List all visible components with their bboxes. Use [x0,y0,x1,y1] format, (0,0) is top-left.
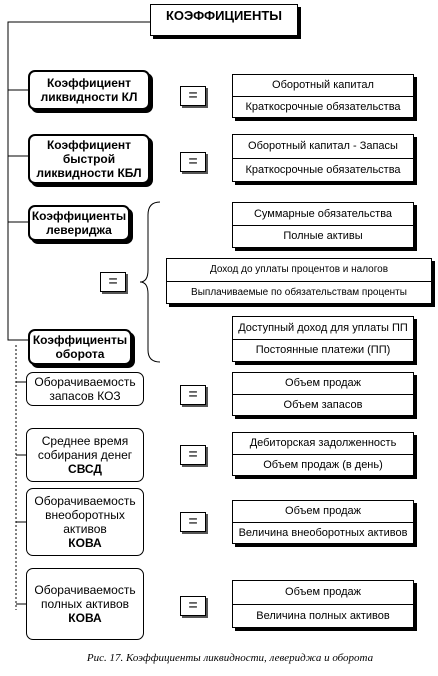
equals-sign-kopa: = [180,596,206,616]
sub-collection-period [26,428,144,482]
fraction-leverage-1-denominator: Полные активы [283,230,363,243]
fraction-leverage-1-numerator: Суммарные обязательства [233,203,413,226]
sub-total-assets-turnover [26,568,144,640]
fraction-kova [232,500,414,544]
leverage-brace [140,202,160,362]
fraction-kbl [232,134,414,182]
fraction-kopa-numerator: Объем продаж [233,581,413,605]
fraction-kl [232,74,414,118]
fraction-kl-denominator: Краткосрочные обязательства [245,100,401,113]
sub-collection-period-abbr: СВСД [68,462,102,476]
fraction-koz [232,372,414,416]
fraction-leverage-2-numerator: Доход до уплаты процентов и налогов [167,259,431,282]
fraction-kova-denominator: Величина внеоборотных активов [238,526,408,539]
sub-noncurrent-assets-turnover [26,488,144,556]
fraction-leverage-3-numerator: Доступный доход для уплаты ПП [233,317,413,340]
sub-collection-period-text: Среднее время собирания денег [37,434,133,462]
equals-sign-svsd: = [180,445,206,465]
equals-sign-koz: = [180,385,206,405]
fraction-kopa-denominator: Величина полных активов [256,609,390,622]
sub-total-assets-text: Оборачиваемость полных активов [34,583,136,611]
group-turnover-ratios: Коэффициенты оборота [28,329,132,365]
equals-sign-kl: = [180,86,206,106]
fraction-svsd-denominator: Объем продаж (в день) [263,458,383,471]
sub-noncurrent-assets-abbr: КОВА [68,536,102,550]
fraction-kopa [232,580,414,628]
fraction-kl-numerator: Оборотный капитал [233,75,413,97]
sub-total-assets-abbr: КОВА [68,611,102,625]
sub-noncurrent-assets-text: Оборачиваемость внеоборотных активов [34,494,136,536]
fraction-leverage-2-denominator: Выплачиваемые по обязательствам проценты [191,286,407,298]
equals-sign-kbl: = [180,152,206,172]
fraction-leverage-2 [166,258,432,304]
equals-sign-kova: = [180,512,206,532]
page-title: КОЭФФИЦИЕНТЫ [150,4,298,36]
fraction-svsd-numerator: Дебиторская задолженность [233,433,413,455]
fraction-koz-denominator: Объем запасов [283,398,363,411]
fraction-koz-numerator: Объем продаж [233,373,413,395]
fraction-kova-numerator: Объем продаж [233,501,413,523]
fraction-kbl-numerator: Оборотный капитал - Запасы [233,135,413,159]
group-leverage-ratios: Коэффициенты левериджа [28,205,130,241]
fraction-leverage-3 [232,316,414,362]
equals-sign-leverage: = [100,272,126,292]
fraction-leverage-1 [232,202,414,248]
group-liquidity-ratio: Коэффициент ликвидности КЛ [28,70,150,110]
fraction-svsd [232,432,414,476]
sub-inventory-turnover: Оборачиваемость запасов КОЗ [26,372,144,406]
figure-caption: Рис. 17. Коэффициенты ликвидности, левериджа и оборота [86,652,374,664]
fraction-leverage-3-denominator: Постоянные платежи (ПП) [255,344,391,357]
group-quick-liquidity-ratio: Коэффициент быстрой ликвидности КБЛ [28,134,150,184]
fraction-kbl-denominator: Краткосрочные обязательства [245,163,401,176]
